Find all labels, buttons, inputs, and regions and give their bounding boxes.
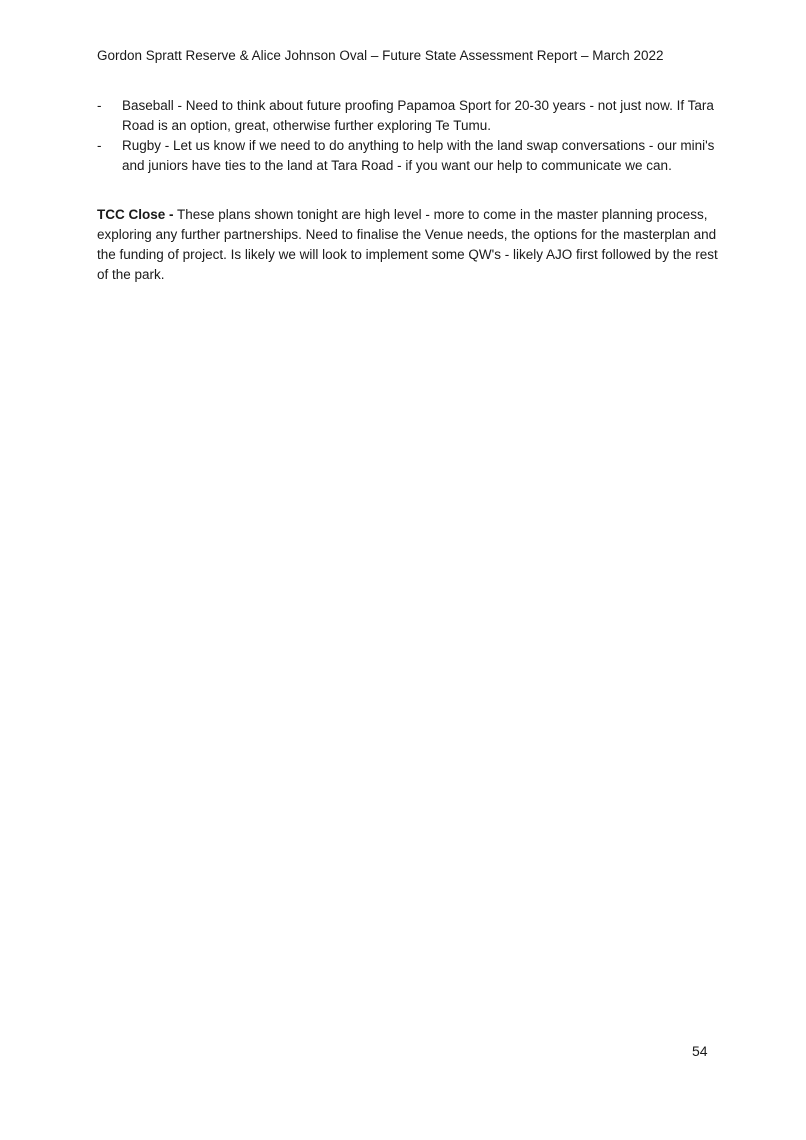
running-header: Gordon Spratt Reserve & Alice Johnson Oval – Future State Assessment Report – March 2022 [97,48,664,63]
closing-paragraph [97,205,719,285]
list-item-rugby [97,136,717,176]
bullet-marker: - [97,98,102,113]
closing-label: TCC Close - [97,207,174,222]
closing-text: These plans shown tonight are high level - more to come in the master planning process, exploring any further partnerships. Need to finalise the Venue needs, the options for the masterplan and the funding of project. Is likely we will look to implement some QW's - likely AJO first followed by the rest of the park. [97,207,718,282]
list-item-baseball [97,96,717,136]
list-item-text: Baseball - Need to think about future proofing Papamoa Sport for 20-30 years - not just now. If Tara Road is an option, great, otherwise further exploring Te Tumu. [122,98,714,133]
bullet-marker: - [97,138,102,153]
page-number: 54 [692,1043,708,1059]
bullet-list [97,96,717,176]
list-item-text: Rugby - Let us know if we need to do anything to help with the land swap conversations - our mini's and juniors have ties to the land at Tara Road - if you want our help to communicate we can. [122,138,715,173]
